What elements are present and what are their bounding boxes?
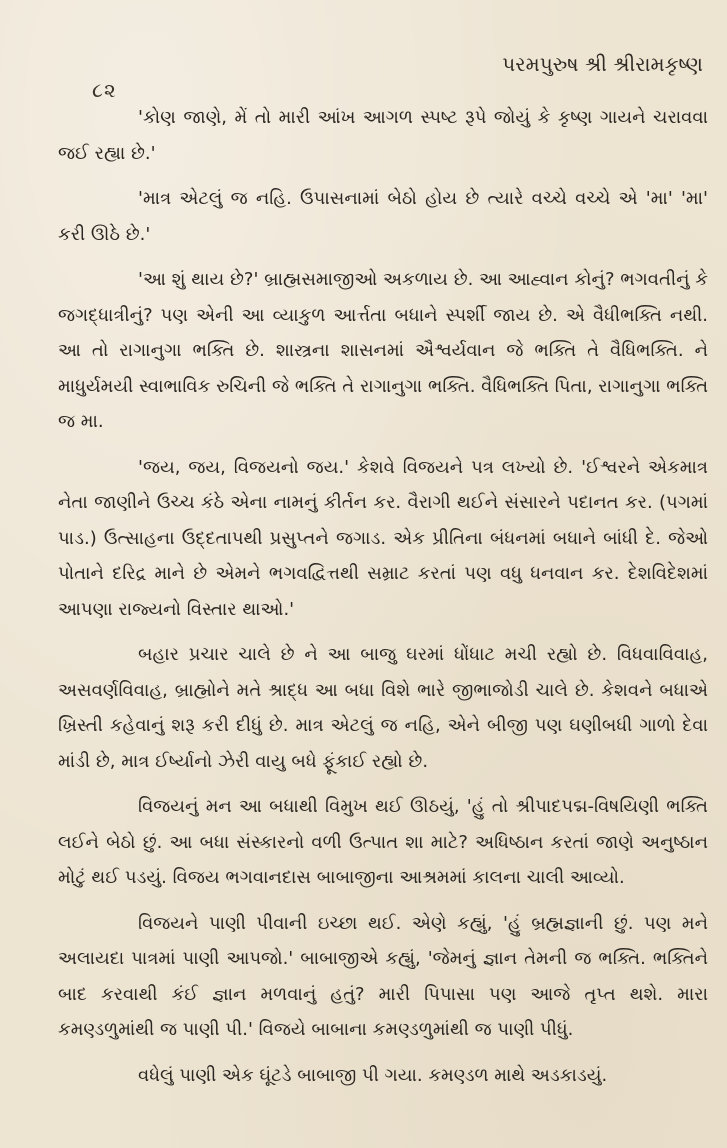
paragraph: 'જય, જય, વિજયનો જય.' કેશવે વિજયને પત્ર લખ્યો છે. 'ઈશ્વરને એકમાત્ર નેતા જાણીને ઉચ્ચ કંઠે એના નામનું કીર્તન કર. વૈરાગી થઈને સંસારને પદાનત કર. (પગમાં પાડ.) ઉત્સાહના ઉદ્દતાપથી પ્રસુપ્તને જગાડ. એક પ્રીતિના બંધનમાં બધાને બાંધી દે. જેઓ પોતાને દરિદ્ર માને છે એમને ભગવદ્વિત્તથી સમ્રાટ કરતાં પણ વધુ ધનવાન કર. દેશવિદેશમાં આપણા રાજ્યનો વિસ્તાર થાઓ.' — [58, 456, 708, 620]
page-number: ૮૨ — [92, 78, 117, 102]
body-text — [58, 100, 708, 1103]
paragraph: બહાર પ્રચાર ચાલે છે ને આ બાજુ ઘરમાં ધોંધાટ મચી રહ્યો છે. વિધવાવિવાહ, અસવર્ણવિવાહ, બ્રાહ્મોને મતે શ્રાદ્ધ આ બધા વિશે ભારે જીભાજોડી ચાલે છે. કેશવને બધાએ ખ્રિસ્તી કહેવાનું શરૂ કરી દીધું છે. માત્ર એટલું જ નહિ, એને બીજી પણ ઘણીબધી ગાળો દેવા માંડી છે, માત્ર ઈર્ષ્યાનો ઝેરી વાયુ બધે ફૂંકાઈ રહ્યો છે. — [58, 644, 708, 772]
page-header — [0, 52, 727, 102]
paragraph: 'આ શું થાય છે?' બ્રાહ્મસમાજીઓ અકળાય છે. આ આહ્વાન કોનું? ભગવતીનું કે જગદ્ધાત્રીનું? પણ એની આ વ્યાકુળ આર્ત્તતા બધાને સ્પર્શી જાય છે. એ વૈધીભક્તિ નથી. આ તો રાગાનુગા ભક્તિ છે. શાસ્ત્રના શાસનમાં ઐશ્વર્યવાન જે ભક્તિ તે વૈધિભક્તિ. ને માધુર્યમયી સ્વાભાવિક રુચિની જે ભક્તિ તે રાગાનુગા ભક્તિ. વૈધિભક્તિ પિતા, રાગાનુગા ભક્તિ જ મા. — [58, 269, 708, 432]
paragraph: 'કોણ જાણે, મેં તો મારી આંખ આગળ સ્પષ્ટ રૂપે જોયું કે કૃષ્ણ ગાયને ચરાવવા જઈ રહ્યા છે.' — [58, 107, 708, 164]
paragraph: 'માત્ર એટલું જ નહિ. ઉપાસનામાં બેઠો હોય છે ત્યારે વચ્ચે વચ્ચે એ 'મા' 'મા' કરી ઊઠે છે.' — [58, 188, 708, 245]
paragraph: વિજયને પાણી પીવાની ઇચ્છા થઈ. એણે કહ્યું, 'હું બ્રહ્મજ્ઞાની છું. પણ મને અલાયદા પાત્રમાં પાણી આપજો.' બાબાજીએ કહ્યું, 'જેમનું જ્ઞાન તેમની જ ભક્તિ. ભક્તિને બાદ કરવાથી કંઈ જ્ઞાન મળવાનું હતું? મારી પિપાસા પણ આજે તૃપ્ત થશે. મારા કમણ્ડળુમાંથી જ પાણી પી.' વિજયે બાબાના કમણ્ડળુમાંથી જ પાણી પીધું. — [58, 912, 708, 1040]
running-title: પરમપુરુષ શ્રી શ્રીરામકૃષ્ણ — [502, 52, 703, 76]
paragraph: વિજયનું મન આ બધાથી વિમુખ થઈ ઊઠયું, 'હું તો શ્રીપાદપદ્મ-વિષયિણી ભક્તિ લઈને બેઠો છું. આ બધા સંસ્કારનો વળી ઉત્પાત શા માટે? અધિષ્ઠાન કરતાં જાણે અનુષ્ઠાન મોટું થઈ પડયું. વિજય ભગવાનદાસ બાબાજીના આશ્રમમાં કાલના ચાલી આવ્યો. — [58, 796, 708, 888]
paragraph: વધેલું પાણી એક ઘૂંટડે બાબાજી પી ગયા. કમણ્ડળ માથે અડકાડયું. — [138, 1064, 608, 1086]
